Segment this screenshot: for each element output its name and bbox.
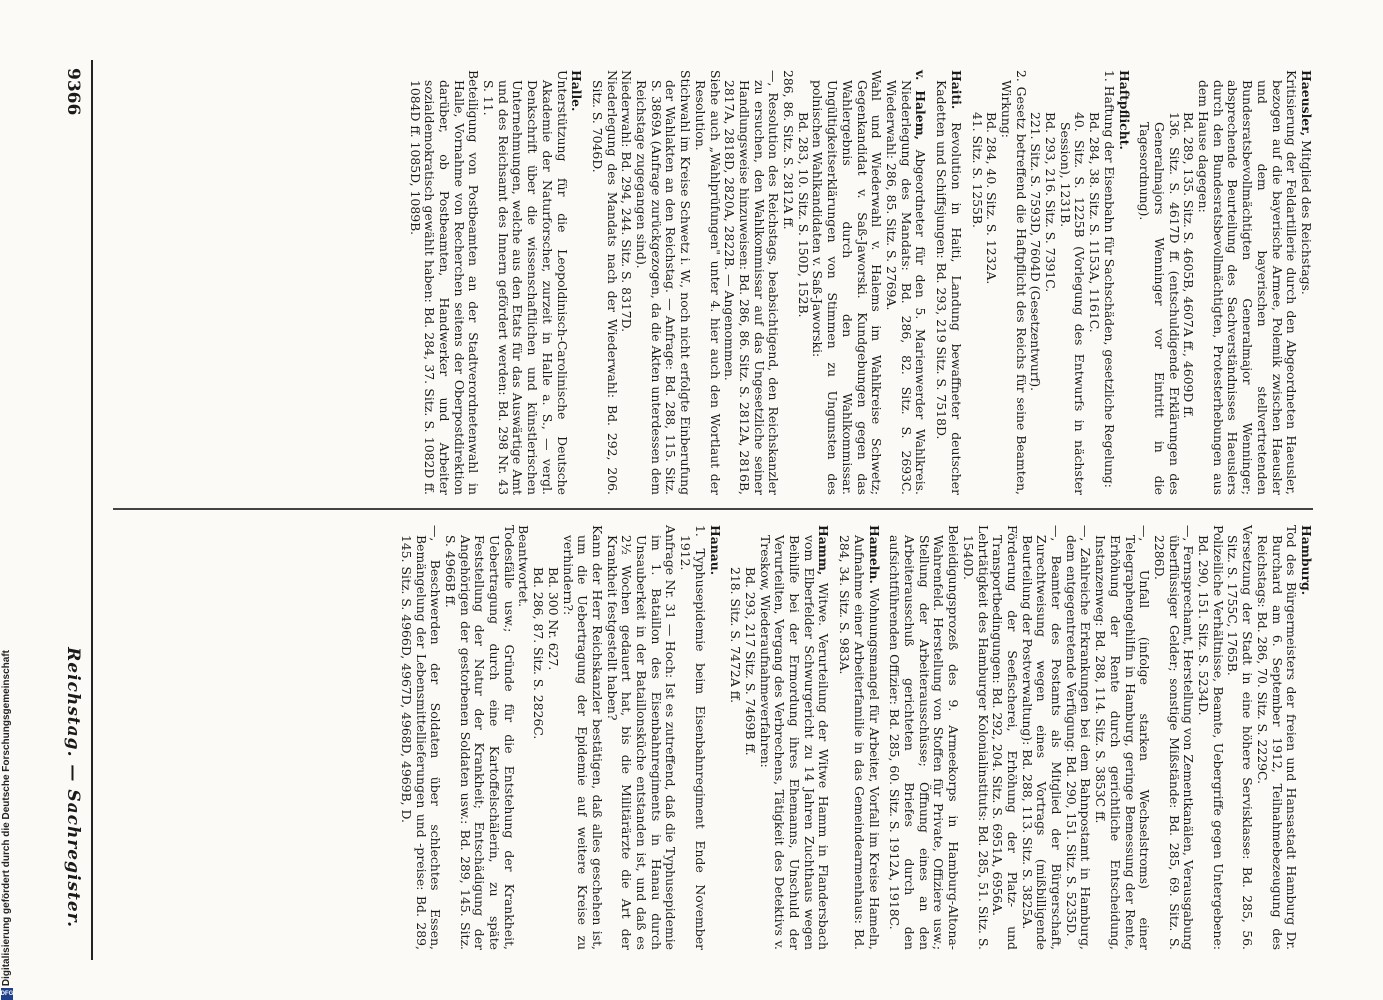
entry-heading-line xyxy=(1298,525,1313,950)
entry-line: Todesfälle usw.; Gründe für die Entstehung der Krankheit, Uebertragung durch eine Kartoffelschälerin, zu späte Feststellung der Natur der Krankheit; Entschädigung der Angehörigen der gestorbenen Soldaten usw.: Bd. 289, 145. Sitz. S. 4966B ff. xyxy=(442,525,517,950)
entry-keyword: Hamm, xyxy=(816,525,832,576)
entry-line: Beleidigungsprozeß des 9. Armeekorps in Hamburg-Altona-Wahrenfeld. Herstellung von Stoffen für Private, Offiziere usw.; Stellung der Arbeiterausschüsse; Öffnung eines an den Arbeiterausschuß gerichteten Briefes durch den aufsichtführenden Offizier: Bd. 285, 60. Sitz. S. 1912A, 1918C. xyxy=(887,525,962,950)
index-entry xyxy=(589,70,927,495)
entry-line: Stichwahl im Kreise Schwetz i. W., noch nicht erfolgte Einberufung der Wahlakten an den Reichstag. — Anfrage: Bd. 288, 115. Sitz. S. 3869A (Anfrage zurückgezogen, da die Akten unterdessen dem Reichstage zugegangen sind). xyxy=(634,70,694,495)
entry-line: 41. Sitz. S. 1255B. xyxy=(969,112,985,228)
entry-keyword: Halle. xyxy=(569,70,585,112)
entry-line: 286, 86. Sitz. S. 2812A ff. xyxy=(781,70,797,230)
entry-line: —, Resolution des Reichstags, beabsichtigend, den Reichskanzler zu ersuchen, den Wahlkommissar auf das Ungesetzliche seiner Handlungsweise hinzuweisen: Bd. 286, 86. Sitz. S. 2812A, 2816B, 2817A, 2818D, 2820A, 2822B. — Angenommen. xyxy=(722,70,782,495)
entry-line: Bd. 300 Nr. 627. xyxy=(545,567,561,671)
entry-line: Bd. 293, 217 Sitz. S. 7469B ff. xyxy=(742,567,758,756)
entry-line: 136. Sitz. S. 4617D ff. (entschuldigende Erklärungen des Generalmajors Wenninger vor Eintritt in die Tagesordnung). xyxy=(1137,112,1182,495)
entry-keyword: Hamburg. xyxy=(1299,525,1314,596)
index-entry xyxy=(933,70,962,495)
entry-line: Polizeiliche Verhältnisse, Beamte, Uebergriffe gegen Untergebene: Bd. 290, 151. Sitz. S. 5234D. xyxy=(1196,525,1226,950)
entry-line: 218. Sitz. S. 7472A ff. xyxy=(728,567,744,704)
entry-line: —, Beschwerden der Soldaten über schlechtes Essen, Bemängelung der Lebensmittellieferungen und -preise: Bd. 289, 145. Sitz. S. 4966D, 4967D, 4968D, 4969B, D. xyxy=(398,525,444,950)
digitization-note: Digitalisierung gefördert durch die Deutsche Forschungsgemeinschaft xyxy=(1,649,12,986)
entry-line: Lehrtätigkeit des Hamburger Kolonialinstituts: Bd. 285, 51. Sitz. S. 1540D. xyxy=(960,525,991,950)
entry-line: —, Fernsprechamt, Herstellung von Zementkanälen, Verausgabung überflüssiger Gelder; sonstige Mißstände: Bd. 285, 69. Sitz. S. 2286D. xyxy=(1151,525,1197,950)
entry-line: 40. Sitz. S. 1225B (Vorlegung des Entwurfs in nächster Session), 1231B. xyxy=(1057,112,1088,495)
page-number: 9366 xyxy=(63,68,83,116)
entry-line: Bd. 284, 38. Sitz. S. 1153A, 1161C. xyxy=(1087,112,1103,333)
entry-heading-line: Hameln. Wohnungsmangel für Arbeiter, Vorfall im Kreise Hameln, Aufnahme einer Arbeiterfamilie in das Gemeindearmenhaus: Bd. 284, 34. Sitz. S. 983A. xyxy=(837,525,882,950)
index-entry xyxy=(1137,70,1313,495)
header-rule xyxy=(91,60,93,960)
entry-line: Beteiligung von Postbeamten an der Stadtverordnetenwahl in Halle, Vornahme von Recherchen seitens der Oberpostdirektion darüber, ob Postbeamten, Handwerker und Arbeiter sozialdemokratisch gewählt haben: Bd. 284, 37. Sitz. S. 1082D ff. 1084D ff. 1085D, 1089B. xyxy=(407,70,482,495)
entry-line: Bd. 289, 135. Sitz. S. 4605B, 4607A ff., 4609D ff. xyxy=(1181,112,1197,419)
entry-line: Unterstützung für die Leopoldinisch-Carolinische Deutsche Akademie der Naturforscher, zurzeit in Halle a. S., — vergl. Denkschrift über die wissenschaftlichen und künstlerischen Unternehmungen, welche aus den Etats für das Auswärtige Amt und des Reichsamt des Innern gefördert werden: Bd. 298 Nr. 43 S. 11. xyxy=(481,70,570,495)
entry-line: Versetzung der Stadt in eine höhere Servisklasse: Bd. 285, 56. Sitz. S. 1755C, 1765B. xyxy=(1225,525,1256,950)
entry-line: 221. Sitz. S. 7593D, 7604D (Gesetzentwurf). xyxy=(1028,112,1044,392)
entry-line: Anfrage Nr. 31 — Hoch: Ist es zutreffend, daß die Typhusepidemie im 1. Bataillon des Eisenbahnregiments in Hanau durch Unsauberkeit in der Bataillonsküche entstanden ist, und daß es 2½ Wochen gedauert hat, bis die Militärärzte die Art der Krankheit festgestellt haben? xyxy=(604,525,679,950)
entry-heading-line xyxy=(1116,70,1131,495)
entry-keyword: Haftpflicht. xyxy=(1116,70,1132,150)
column-divider xyxy=(113,508,1313,510)
digitization-footer xyxy=(0,0,14,1000)
entry-keyword: Haeusler, xyxy=(1299,70,1314,137)
entry-line: —, Beamter des Postamts als Mitglied der Bürgerschaft, Zurechtweisung wegen eines Vortrags (mißbilligende Beurteilung der Postverwaltung): Bd. 288, 113. Sitz. S. 3825A. xyxy=(1019,525,1065,950)
page-header xyxy=(53,68,83,968)
index-entry xyxy=(969,70,1131,495)
entry-heading-line: Hamm, Witwe. Verurteilung der Witwe Hamm in Flandersbach vom Elberfelder Schwurgericht zu 14 Jahren Zuchthaus wegen Beihilfe bei der Ermordung ihres Ehemanns, Unschuld der Verurteilten, Vergang des Verbrechens, Tätigkeit des Detektivs v. Treskow, Wiederaufnahmeverfahren: xyxy=(757,525,832,950)
entry-line: Siehe auch „Wahlprüfungen" unter 4. hier auch den Wortlaut der Resolution. xyxy=(692,70,723,495)
entry-line: Kann der Herr Reichskanzler bestätigen, daß alles geschehen ist, um die Uebertragung der Epidemie auf weitere Kreise zu verhindern?: xyxy=(560,525,605,950)
entry-line: 2. Gesetz betreffend die Haftpflicht des Reichs für seine Beamten, Wirkung: xyxy=(998,70,1029,495)
entry-line: Bd. 284, 40. Sitz. S. 1232A. xyxy=(984,112,1000,285)
entry-line: Niederwahl: Bd. 294, 244. Sitz. S. 8317D. xyxy=(619,70,635,333)
index-entry xyxy=(837,525,881,950)
entry-keyword: v. Halem, xyxy=(913,70,929,141)
right-column xyxy=(113,525,1313,950)
index-entry xyxy=(728,525,831,950)
entry-heading-line xyxy=(569,70,584,495)
index-entry xyxy=(398,525,721,950)
entry-line: Niederlegung des Mandats nach der Wiederwahl: Bd. 292, 206. Sitz. S. 7046D. xyxy=(589,70,620,495)
entry-keyword: Haiti. xyxy=(948,70,964,110)
entry-keyword: Hameln. xyxy=(866,525,882,584)
entry-keyword: Hanau. xyxy=(707,525,723,576)
entry-line: Förderung der Seefischerei, Erhöhung der Platz- und Transportbedingungen: Bd. 292, 204. Sitz. S. 6951A, 6956A. xyxy=(990,525,1020,950)
index-entry xyxy=(407,70,583,495)
entry-line: —, Zahlreiche Erkrankungen bei dem Bahnpostamt in Hamburg, dem entgegentretende Verfügung: Bd. 290, 151. Sitz. S. 5235D. xyxy=(1063,525,1094,950)
entry-heading-line: Haiti. Revolution in Haiti, Landung bewaffneter deutscher Kadetten und Schiffsjungen: Bd. 293, 219 Sitz. S. 7518D. xyxy=(934,70,964,495)
entry-line: —, Unfall (infolge starken Wechselstroms) einer Telegraphengehilfin in Hamburg, geringe Bemessung der Rente, Erhöhung der Rente durch gerichtliche Entscheidung, Instanzenweg: Bd. 288, 114. Sitz. S. 3853C ff. xyxy=(1093,525,1153,950)
entry-heading-line: Haeusler, Mitglied des Reichstags. xyxy=(1299,70,1314,295)
entry-line: 1. Haftung der Eisenbahn für Sachschäden, gesetzliche Regelung: xyxy=(1101,70,1117,488)
entry-line: Beantwortet. xyxy=(516,525,532,608)
left-column xyxy=(113,70,1313,495)
entry-line: Kritisierung der Feldartillerie durch den Abgeordneten Haeusler, bezogen auf die bayerische Armee, Polemik zwischen Haeusler und dem bayerischen stellvertretenden Bundesratsbevollmächtigten Generalmajor Wenninger; absprechende Beurteilung des Sachverständnisses Haeuslers durch den Bundesratsbevollmächtigten, Protesterhebungen aus dem Hause dagegen: xyxy=(1196,70,1300,495)
index-entry xyxy=(887,525,1313,950)
entry-line: Bd. 293, 216. Sitz. S. 7391C. xyxy=(1043,112,1059,293)
entry-line: Wahl und Wiederwahl v. Halems im Wahlkreise Schwetz; Gegenkandidat v. Saß-Jaworski. Kundgebungen gegen das Wahlergebnis durch den Wahlkommissar. Ungültigkeitserklärungen von Stimmen zu Ungunsten des polnischen Wahlkandidaten v. Saß-Jaworski: xyxy=(810,70,885,495)
entry-line: Bd. 286, 87. Sitz. S. 2826C. xyxy=(531,567,547,740)
entry-line: 1. Typhusepidemie beim Eisenbahnregiment Ende November 1912. xyxy=(678,525,708,950)
entry-line: Bd. 283, 10. Sitz. S. 150D, 152B. xyxy=(795,112,811,318)
entry-line: Tod des Bürgermeisters der freien und Hansastadt Hamburg Dr. Burchard am 6. September 1912, Teilnahmebezeugung des Reichstags: Bd. 286, 70. Sitz. S. 2229C. xyxy=(1254,525,1300,950)
entry-heading-line: v. Halem, Abgeordneter für den 5. Marienwerder Wahlkreis. Niederlegung des Mandats: Bd. 286, 82. Sitz. S. 2693C. Wiederwahl: 286, 85. Sitz. S. 2769A. xyxy=(884,70,929,495)
entry-heading-line xyxy=(707,525,722,950)
running-title: Reichstag. — Sachregister. xyxy=(63,647,83,928)
dfg-logo: DFG xyxy=(1,988,13,1000)
